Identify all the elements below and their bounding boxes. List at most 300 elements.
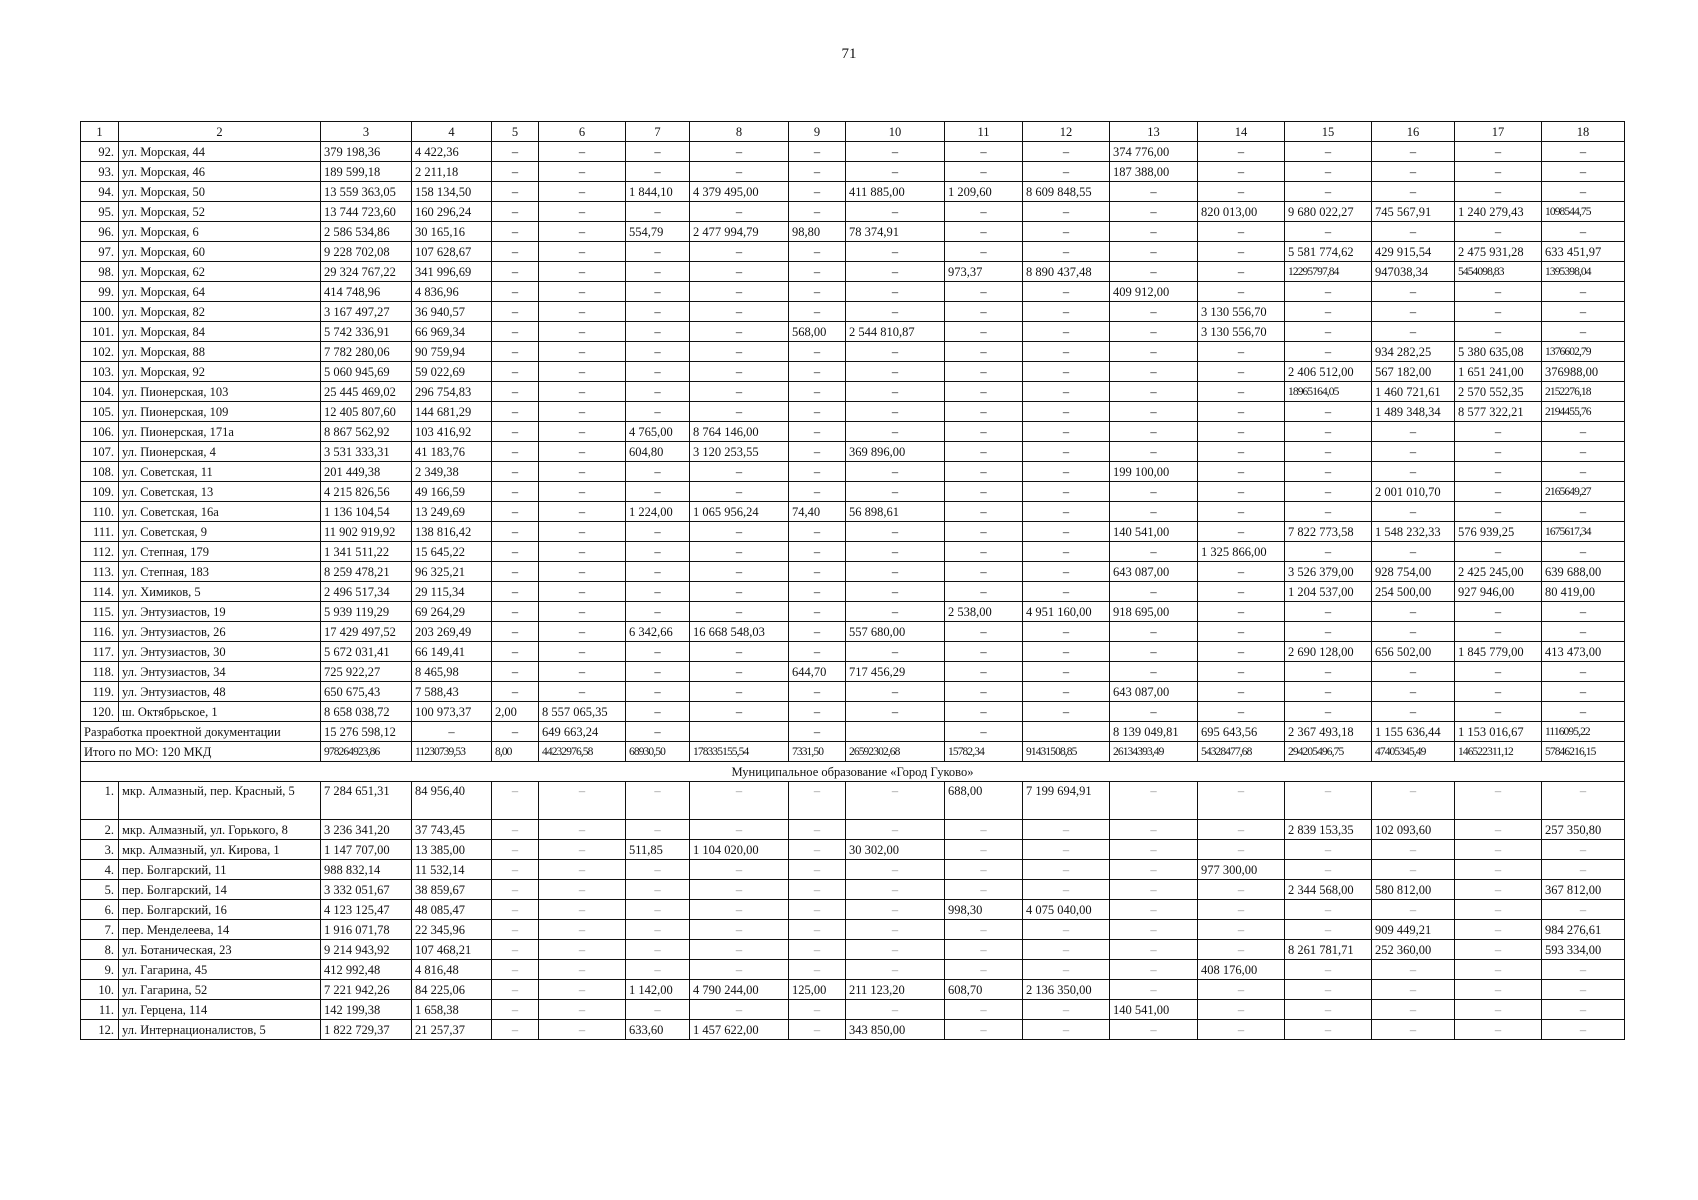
value-cell: 102 093,60 (1372, 820, 1455, 840)
value-cell: 639 688,00 (1542, 562, 1625, 582)
address-cell: мкр. Алмазный, ул. Кирова, 1 (119, 840, 321, 860)
value-cell: – (945, 702, 1023, 722)
value-cell: 633 451,97 (1542, 242, 1625, 262)
table-row (81, 642, 1625, 662)
value-cell: – (1110, 422, 1198, 442)
value-cell: – (492, 622, 539, 642)
value-cell: – (1110, 342, 1198, 362)
table-row (81, 142, 1625, 162)
value-cell: – (1542, 1020, 1625, 1040)
value-cell: – (1023, 1000, 1110, 1020)
total-row (81, 742, 1625, 762)
value-cell: – (492, 920, 539, 940)
value-cell: – (539, 362, 626, 382)
value-cell: – (1542, 782, 1625, 820)
value-cell: 604,80 (626, 442, 690, 462)
value-cell: – (789, 860, 846, 880)
value-cell: – (1110, 362, 1198, 382)
value-cell: 201 449,38 (321, 462, 412, 482)
value-cell: – (846, 820, 945, 840)
value-cell: – (626, 302, 690, 322)
value-cell: – (1110, 782, 1198, 820)
value-cell: – (1455, 422, 1542, 442)
value-cell: – (1372, 442, 1455, 462)
value-cell: – (1285, 840, 1372, 860)
value-cell: – (1372, 682, 1455, 702)
value-cell: – (1198, 682, 1285, 702)
value-cell: 341 996,69 (412, 262, 492, 282)
table-row (81, 622, 1625, 642)
value-cell: 8 557 065,35 (539, 702, 626, 722)
value-cell: 1 153 016,67 (1455, 722, 1542, 742)
value-cell: 2 367 493,18 (1285, 722, 1372, 742)
value-cell: – (1285, 462, 1372, 482)
value-cell: – (945, 342, 1023, 362)
value-cell: 294205496,75 (1285, 742, 1372, 762)
value-cell: – (1372, 162, 1455, 182)
value-cell: 9 680 022,27 (1285, 202, 1372, 222)
value-cell: 918 695,00 (1110, 602, 1198, 622)
value-cell: 5 742 336,91 (321, 322, 412, 342)
value-cell: – (492, 860, 539, 880)
value-cell: – (1372, 662, 1455, 682)
value-cell: – (1023, 960, 1110, 980)
value-cell: – (945, 722, 1023, 742)
value-cell: 26592302,68 (846, 742, 945, 762)
row-number-cell: 100. (81, 302, 119, 322)
value-cell: – (1455, 482, 1542, 502)
table-body (81, 122, 1625, 1040)
row-number-cell: 101. (81, 322, 119, 342)
value-cell: – (1542, 502, 1625, 522)
column-header: 1 (81, 122, 119, 142)
column-header: 11 (945, 122, 1023, 142)
value-cell: 2 475 931,28 (1455, 242, 1542, 262)
value-cell: – (945, 820, 1023, 840)
value-cell: – (1542, 900, 1625, 920)
value-cell: – (492, 582, 539, 602)
value-cell: – (945, 222, 1023, 242)
value-cell: – (539, 1020, 626, 1040)
value-cell: 593 334,00 (1542, 940, 1625, 960)
value-cell: – (1198, 482, 1285, 502)
value-cell: – (789, 1000, 846, 1020)
value-cell: – (945, 302, 1023, 322)
value-cell: – (1198, 820, 1285, 840)
value-cell: – (1542, 162, 1625, 182)
value-cell: – (945, 860, 1023, 880)
value-cell: 13 249,69 (412, 502, 492, 522)
value-cell: – (539, 282, 626, 302)
value-cell: – (945, 402, 1023, 422)
value-cell: 1 822 729,37 (321, 1020, 412, 1040)
value-cell: – (945, 662, 1023, 682)
value-cell: – (846, 682, 945, 702)
value-cell: – (539, 502, 626, 522)
value-cell: – (539, 342, 626, 362)
value-cell: 3 130 556,70 (1198, 322, 1285, 342)
value-cell: – (690, 602, 789, 622)
value-cell: – (1372, 542, 1455, 562)
table-row (81, 502, 1625, 522)
value-cell: – (539, 920, 626, 940)
value-cell: – (1023, 880, 1110, 900)
value-cell: – (1372, 422, 1455, 442)
value-cell: – (1110, 980, 1198, 1000)
address-cell: ул. Морская, 46 (119, 162, 321, 182)
table-row (81, 442, 1625, 462)
value-cell: – (1023, 242, 1110, 262)
row-number-cell: 114. (81, 582, 119, 602)
value-cell: – (1455, 442, 1542, 462)
value-cell: 643 087,00 (1110, 682, 1198, 702)
value-cell: – (690, 682, 789, 702)
value-cell: 7 588,43 (412, 682, 492, 702)
value-cell: – (1285, 662, 1372, 682)
column-header: 7 (626, 122, 690, 142)
value-cell: 998,30 (945, 900, 1023, 920)
value-cell: – (492, 462, 539, 482)
value-cell: 2 477 994,79 (690, 222, 789, 242)
address-cell: ул. Морская, 6 (119, 222, 321, 242)
table-row (81, 382, 1625, 402)
value-cell: – (1455, 820, 1542, 840)
value-cell: – (1110, 900, 1198, 920)
value-cell: – (1372, 222, 1455, 242)
value-cell: – (1023, 682, 1110, 702)
value-cell: 909 449,21 (1372, 920, 1455, 940)
value-cell: 98,80 (789, 222, 846, 242)
value-cell: 107 468,21 (412, 940, 492, 960)
value-cell: – (1372, 860, 1455, 880)
value-cell: – (539, 840, 626, 860)
value-cell: – (1542, 980, 1625, 1000)
value-cell: 1 240 279,43 (1455, 202, 1542, 222)
value-cell: – (492, 282, 539, 302)
value-cell: – (1023, 482, 1110, 502)
value-cell: – (492, 502, 539, 522)
address-cell: мкр. Алмазный, ул. Горького, 8 (119, 820, 321, 840)
value-cell: 1 204 537,00 (1285, 582, 1372, 602)
value-cell: – (1198, 262, 1285, 282)
address-cell: ул. Степная, 179 (119, 542, 321, 562)
value-cell: – (539, 900, 626, 920)
value-cell: 429 915,54 (1372, 242, 1455, 262)
value-cell: – (846, 462, 945, 482)
value-cell: – (1198, 402, 1285, 422)
value-cell: – (1023, 582, 1110, 602)
value-cell: – (846, 282, 945, 302)
value-cell: – (539, 562, 626, 582)
value-cell: – (1110, 940, 1198, 960)
value-cell: – (1542, 1000, 1625, 1020)
address-cell: ул. Энтузиастов, 19 (119, 602, 321, 622)
value-cell: – (690, 820, 789, 840)
value-cell: – (1110, 702, 1198, 722)
value-cell: – (539, 422, 626, 442)
value-cell: – (539, 980, 626, 1000)
table-row (81, 282, 1625, 302)
value-cell: – (492, 682, 539, 702)
value-cell: – (626, 702, 690, 722)
value-cell: – (539, 622, 626, 642)
column-header: 17 (1455, 122, 1542, 142)
value-cell: 376988,00 (1542, 362, 1625, 382)
value-cell: – (626, 202, 690, 222)
value-cell: – (1110, 920, 1198, 940)
table-row (81, 880, 1625, 900)
value-cell: – (492, 162, 539, 182)
value-cell: – (1285, 442, 1372, 462)
value-cell: – (492, 820, 539, 840)
value-cell: – (789, 940, 846, 960)
value-cell: – (492, 242, 539, 262)
value-cell: 18965164,05 (1285, 382, 1372, 402)
value-cell: 3 332 051,67 (321, 880, 412, 900)
address-cell: ул. Энтузиастов, 26 (119, 622, 321, 642)
value-cell: – (1023, 642, 1110, 662)
value-cell: – (1542, 422, 1625, 442)
value-cell: 1 548 232,33 (1372, 522, 1455, 542)
address-cell: ш. Октябрьское, 1 (119, 702, 321, 722)
value-cell: 142 199,38 (321, 1000, 412, 1020)
value-cell: 84 225,06 (412, 980, 492, 1000)
value-cell: – (1542, 542, 1625, 562)
value-cell: – (945, 482, 1023, 502)
address-cell: ул. Гагарина, 45 (119, 960, 321, 980)
value-cell: – (1285, 782, 1372, 820)
value-cell: – (492, 642, 539, 662)
value-cell: – (539, 602, 626, 622)
value-cell: – (1372, 302, 1455, 322)
value-cell: – (846, 162, 945, 182)
value-cell: – (626, 242, 690, 262)
section-title-row (81, 762, 1625, 782)
value-cell: – (1285, 502, 1372, 522)
address-cell: пер. Менделеева, 14 (119, 920, 321, 940)
value-cell: – (626, 362, 690, 382)
column-header: 2 (119, 122, 321, 142)
value-cell: 4 123 125,47 (321, 900, 412, 920)
value-cell: – (690, 920, 789, 940)
value-cell: – (626, 662, 690, 682)
value-cell: – (945, 142, 1023, 162)
value-cell: – (492, 262, 539, 282)
value-cell: – (1455, 502, 1542, 522)
value-cell: – (539, 880, 626, 900)
value-cell: – (789, 900, 846, 920)
value-cell: 138 816,42 (412, 522, 492, 542)
value-cell: 22 345,96 (412, 920, 492, 940)
value-cell: – (492, 322, 539, 342)
address-cell: ул. Морская, 50 (119, 182, 321, 202)
value-cell: – (626, 522, 690, 542)
value-cell: – (1455, 880, 1542, 900)
value-cell: – (846, 582, 945, 602)
value-cell: – (945, 582, 1023, 602)
value-cell: 17 429 497,52 (321, 622, 412, 642)
value-cell: – (626, 342, 690, 362)
value-cell: 158 134,50 (412, 182, 492, 202)
value-cell: 13 744 723,60 (321, 202, 412, 222)
value-cell: – (539, 322, 626, 342)
value-cell: 4 836,96 (412, 282, 492, 302)
value-cell: – (1285, 1000, 1372, 1020)
value-cell (690, 722, 789, 742)
value-cell: – (846, 542, 945, 562)
value-cell: – (1455, 920, 1542, 940)
value-cell: 4 379 495,00 (690, 182, 789, 202)
value-cell: 2 001 010,70 (1372, 482, 1455, 502)
value-cell: 928 754,00 (1372, 562, 1455, 582)
value-cell: – (789, 362, 846, 382)
value-cell: – (1285, 860, 1372, 880)
value-cell: – (1542, 302, 1625, 322)
value-cell: – (1542, 702, 1625, 722)
value-cell: 4 215 826,56 (321, 482, 412, 502)
value-cell: – (1372, 1000, 1455, 1020)
value-cell: – (846, 382, 945, 402)
address-cell: ул. Морская, 60 (119, 242, 321, 262)
value-cell: – (846, 422, 945, 442)
table-row (81, 1000, 1625, 1020)
value-cell: – (846, 940, 945, 960)
address-cell: ул. Гагарина, 52 (119, 980, 321, 1000)
table-row (81, 242, 1625, 262)
column-header: 5 (492, 122, 539, 142)
header-row (81, 122, 1625, 142)
column-header: 3 (321, 122, 412, 142)
value-cell: – (626, 482, 690, 502)
value-cell: 5454098,83 (1455, 262, 1542, 282)
value-cell: 13 385,00 (412, 840, 492, 860)
value-cell: 9 214 943,92 (321, 940, 412, 960)
value-cell: – (626, 582, 690, 602)
value-cell: 66 969,34 (412, 322, 492, 342)
value-cell: – (789, 402, 846, 422)
value-cell: 1 325 866,00 (1198, 542, 1285, 562)
value-cell: – (492, 402, 539, 422)
value-cell (1023, 722, 1110, 742)
value-cell: – (1110, 202, 1198, 222)
value-cell: – (539, 382, 626, 402)
table-row (81, 262, 1625, 282)
value-cell: – (1285, 900, 1372, 920)
value-cell: – (1455, 940, 1542, 960)
value-cell: – (539, 442, 626, 462)
value-cell: 644,70 (789, 662, 846, 682)
table-row (81, 222, 1625, 242)
value-cell: – (846, 482, 945, 502)
value-cell: – (846, 1000, 945, 1020)
value-cell: 69 264,29 (412, 602, 492, 622)
value-cell: – (846, 702, 945, 722)
table-row (81, 422, 1625, 442)
value-cell: – (1455, 302, 1542, 322)
value-cell: – (626, 542, 690, 562)
value-cell: 633,60 (626, 1020, 690, 1040)
address-cell: ул. Пионерская, 109 (119, 402, 321, 422)
value-cell: – (1023, 222, 1110, 242)
value-cell: – (1542, 682, 1625, 702)
value-cell: – (492, 182, 539, 202)
value-cell: – (690, 462, 789, 482)
value-cell: – (789, 582, 846, 602)
value-cell: – (1023, 662, 1110, 682)
value-cell: 8 261 781,71 (1285, 940, 1372, 960)
value-cell: – (1198, 522, 1285, 542)
value-cell: – (690, 302, 789, 322)
value-cell: 21 257,37 (412, 1020, 492, 1040)
value-cell: – (1110, 382, 1198, 402)
row-number-cell: 1. (81, 782, 119, 820)
value-cell: – (1455, 980, 1542, 1000)
value-cell: 1 104 020,00 (690, 840, 789, 860)
value-cell: 984 276,61 (1542, 920, 1625, 940)
value-cell: – (1110, 222, 1198, 242)
value-cell: – (690, 142, 789, 162)
value-cell: – (1372, 322, 1455, 342)
value-cell: – (1285, 602, 1372, 622)
value-cell: – (1285, 222, 1372, 242)
value-cell: – (626, 880, 690, 900)
value-cell: 29 324 767,22 (321, 262, 412, 282)
value-cell: – (789, 840, 846, 860)
value-cell: – (846, 362, 945, 382)
value-cell: 656 502,00 (1372, 642, 1455, 662)
value-cell: 1 209,60 (945, 182, 1023, 202)
value-cell: – (1455, 682, 1542, 702)
address-cell: ул. Энтузиастов, 34 (119, 662, 321, 682)
value-cell: – (846, 880, 945, 900)
value-cell: 511,85 (626, 840, 690, 860)
value-cell: – (945, 162, 1023, 182)
row-number-cell: 118. (81, 662, 119, 682)
value-cell: 1 651 241,00 (1455, 362, 1542, 382)
value-cell: 4 422,36 (412, 142, 492, 162)
value-cell: – (626, 162, 690, 182)
value-cell: – (1110, 502, 1198, 522)
value-cell: – (789, 162, 846, 182)
row-number-cell: 9. (81, 960, 119, 980)
value-cell: 2 344 568,00 (1285, 880, 1372, 900)
value-cell: – (1542, 840, 1625, 860)
value-cell: – (539, 402, 626, 422)
value-cell: – (1198, 282, 1285, 302)
value-cell: – (1198, 980, 1285, 1000)
address-cell: пер. Болгарский, 14 (119, 880, 321, 900)
value-cell: 1 142,00 (626, 980, 690, 1000)
value-cell: 252 360,00 (1372, 940, 1455, 960)
value-cell: 8 465,98 (412, 662, 492, 682)
value-cell: 2152276,18 (1542, 382, 1625, 402)
value-cell: – (626, 860, 690, 880)
value-cell: – (690, 960, 789, 980)
value-cell: – (1285, 422, 1372, 442)
value-cell: 59 022,69 (412, 362, 492, 382)
value-cell: – (1110, 880, 1198, 900)
value-cell: – (1023, 522, 1110, 542)
value-cell: – (1023, 940, 1110, 960)
value-cell: – (945, 442, 1023, 462)
value-cell: – (1023, 442, 1110, 462)
value-cell: – (846, 342, 945, 362)
value-cell: – (1285, 542, 1372, 562)
table-row (81, 782, 1625, 820)
value-cell: – (1455, 222, 1542, 242)
value-cell: – (945, 542, 1023, 562)
value-cell: – (1198, 900, 1285, 920)
